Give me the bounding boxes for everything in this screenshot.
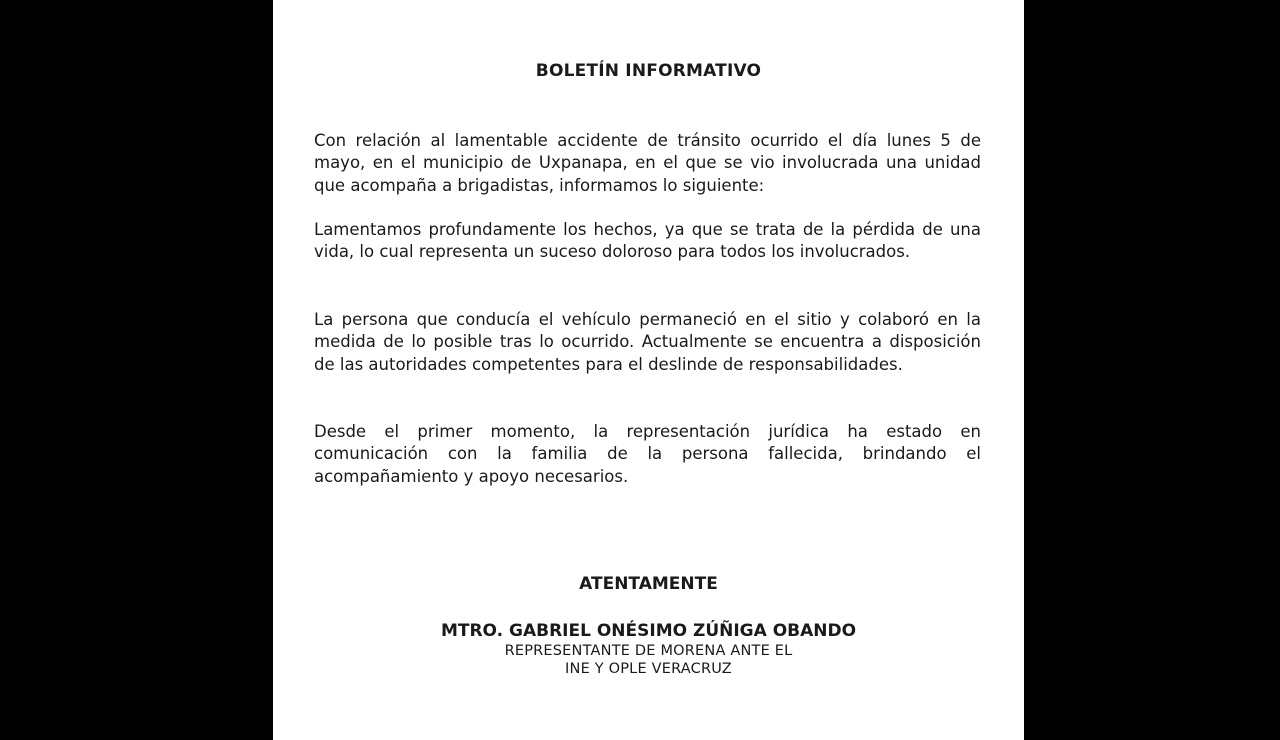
document-page [273, 0, 1024, 740]
signer-name: MTRO. GABRIEL ONÉSIMO ZÚÑIGA OBANDO [440, 621, 857, 641]
paragraph-4: Desde el primer momento, la representación jurídica ha estado en comunicación con la familia de la persona fallecida, brindando el acompañamiento y apoyo necesarios. [314, 422, 981, 486]
paragraph-1: Con relación al lamentable accidente de tránsito ocurrido el día lunes 5 de mayo, en el municipio de Uxpanapa, en el que se vio involucrada una unidad que acompaña a brigadistas, informamos lo siguiente: [314, 131, 981, 195]
document-title: BOLETÍN INFORMATIVO [535, 61, 762, 81]
paragraph-2: Lamentamos profundamente los hechos, ya que se trata de la pérdida de una vida, lo cual representa un suceso doloroso para todos los involucrados. [314, 220, 981, 262]
signer-role-line-1: REPRESENTANTE DE MORENA ANTE EL [504, 643, 793, 659]
closing-salutation: ATENTAMENTE [579, 574, 718, 594]
signer-role-line-2: INE Y OPLE VERACRUZ [565, 661, 732, 677]
paragraph-3: La persona que conducía el vehículo permaneció en el sitio y colaboró en la medida de lo posible tras lo ocurrido. Actualmente se encuentra a disposición de las autoridades competentes para el deslinde de responsabilidades. [314, 310, 981, 374]
